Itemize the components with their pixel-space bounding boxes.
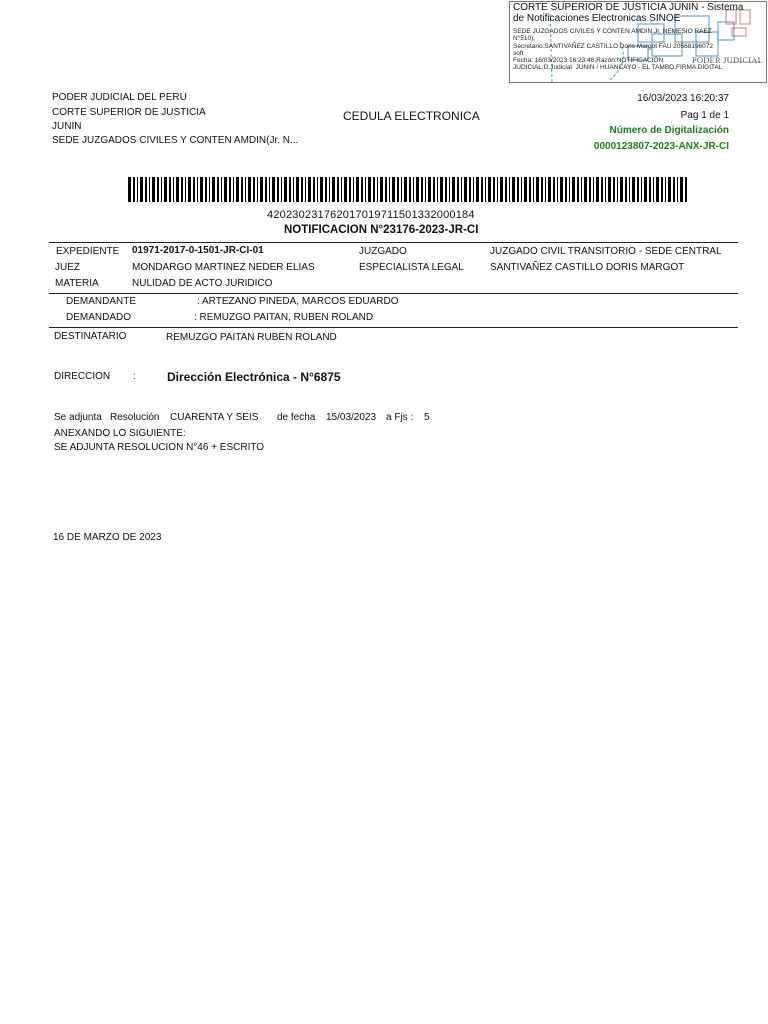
barcode-bar (457, 177, 459, 202)
stamp-logo-text: PODER JUDICIAL (691, 55, 763, 65)
juzgado-label: JUZGADO (359, 246, 407, 257)
barcode-bar (133, 177, 135, 202)
barcode-bar (505, 177, 507, 202)
resolucion-label: Resolución (110, 412, 160, 423)
org-line-3: JUNIN (52, 121, 82, 132)
barcode-bar (245, 177, 246, 202)
barcode-bar (217, 177, 219, 202)
barcode-bar (661, 177, 663, 202)
barcode-bar (257, 177, 258, 202)
barcode-bar (161, 177, 162, 202)
barcode-bar (608, 177, 611, 202)
barcode-bar (305, 177, 306, 202)
digital-signature-stamp (509, 1, 767, 83)
destinatario-value: REMUZGO PAITAN RUBEN ROLAND (166, 332, 337, 343)
barcode-bar (473, 177, 474, 202)
barcode-bar (188, 177, 191, 202)
demandante-value: : ARTEZANO PINEDA, MARCOS EDUARDO (197, 296, 399, 307)
destinatario-label: DESTINATARIO (54, 331, 127, 342)
stamp-detail-1: SEDE JUZGADOS CIVILES Y CONTEN AMDIN,Jr. NEMESIO RAEZ (513, 28, 712, 35)
barcode-bar (296, 177, 299, 202)
stamp-detail-6: JUDICIAL,D.Judicial: JUNIN / HUANCAYO - EL TAMBO,FIRMA DIGITAL (513, 64, 723, 71)
barcode-bar (529, 177, 531, 202)
barcode-bar (341, 177, 342, 202)
barcode-bar (533, 177, 534, 202)
barcode-bar (445, 177, 447, 202)
barcode-bar (593, 177, 594, 202)
barcode-bar (509, 177, 510, 202)
barcode-bar (385, 177, 387, 202)
barcode-bar (260, 177, 263, 202)
barcode-bar (668, 177, 671, 202)
barcode-bar (572, 177, 575, 202)
barcode-bar (641, 177, 642, 202)
barcode-bar (200, 177, 203, 202)
barcode-bar (481, 177, 483, 202)
barcode-bar (368, 177, 371, 202)
materia-value: NULIDAD DE ACTO JURIDICO (132, 278, 273, 289)
org-line-2: CORTE SUPERIOR DE JUSTICIA (52, 107, 206, 118)
se-adjunta-text: Se adjunta (54, 412, 102, 423)
barcode-bar (277, 177, 279, 202)
barcode-number: 420230231762017019711501332000184 (267, 209, 475, 221)
barcode-bar (209, 177, 210, 202)
barcode-bar (421, 177, 423, 202)
barcode-bar (221, 177, 222, 202)
stamp-line-1: CORTE SUPERIOR DE JUSTICIA JUNIN - Sistema (513, 2, 744, 13)
barcode-bar (653, 177, 654, 202)
materia-label: MATERIA (55, 278, 99, 289)
barcode-bar (356, 177, 359, 202)
barcode-bar (548, 177, 551, 202)
divider-top (49, 242, 738, 243)
direccion-value: Dirección Electrónica - N°6875 (167, 370, 341, 384)
expediente-label: EXPEDIENTE (56, 246, 120, 257)
stamp-detail-4: soft (513, 50, 524, 57)
demandado-value: : REMUZGO PAITAN, RUBEN ROLAND (194, 312, 374, 323)
expediente-value: 01971-2017-0-1501-JR-CI-01 (132, 245, 264, 256)
barcode-bar (308, 177, 311, 202)
fjs-value: 5 (424, 412, 430, 423)
barcode-bar (337, 177, 339, 202)
barcode-bar (685, 177, 687, 202)
barcode-bar (169, 177, 171, 202)
barcode-bar (665, 177, 666, 202)
fecha-label: de fecha (277, 412, 316, 423)
barcode-bar (293, 177, 294, 202)
barcode-bar (577, 177, 579, 202)
barcode-bar (437, 177, 438, 202)
stamp-detail-5: Fecha: 16/03/2023 16:23:46,Razón:NOTIFICACIÓN (513, 57, 664, 64)
barcode-bar (377, 177, 378, 202)
barcode-bar (673, 177, 675, 202)
barcode-bar (289, 177, 291, 202)
barcode-bar (584, 177, 587, 202)
barcode-bar (565, 177, 567, 202)
barcode-bar (629, 177, 630, 202)
barcode-bar (401, 177, 402, 202)
stamp-line-2: de Notificaciones Electronicas SINOE (513, 13, 681, 24)
barcode-bar (197, 177, 198, 202)
barcode-bar (137, 177, 138, 202)
barcode-bar (536, 177, 539, 202)
barcode-bar (517, 177, 519, 202)
barcode-bar (193, 177, 195, 202)
barcode-bar (353, 177, 354, 202)
page-indicator: Pag 1 de 1 (680, 110, 729, 121)
stamp-detail-3: Secretario:SANTIVAÑEZ CASTILLO Doris Margot FAU 20568196072 (513, 43, 714, 50)
barcode-bar (596, 177, 599, 202)
barcode-bar (476, 177, 479, 202)
barcode-bar (173, 177, 174, 202)
demandante-label: DEMANDANTE (66, 296, 137, 307)
divider-middle (49, 293, 738, 294)
barcode-bar (229, 177, 231, 202)
barcode-bar (389, 177, 390, 202)
barcode-bar (440, 177, 443, 202)
barcode-bar (524, 177, 527, 202)
barcode-bar (392, 177, 395, 202)
barcode-bar (617, 177, 618, 202)
especialista-value: SANTIVAÑEZ CASTILLO DORIS MARGOT (490, 262, 685, 273)
barcode-bar (269, 177, 270, 202)
barcode-bar (284, 177, 287, 202)
barcode-bar (620, 177, 623, 202)
barcode-bar (149, 177, 150, 202)
barcode-bar (569, 177, 570, 202)
org-line-4: SEDE JUZGADOS CIVILES Y CONTEN AMDIN(Jr. N... (52, 135, 299, 146)
barcode-bar (500, 177, 503, 202)
barcode-bar (416, 177, 419, 202)
fjs-label: a Fjs : (386, 412, 414, 423)
barcode-bar (581, 177, 582, 202)
barcode-bar (428, 177, 431, 202)
demandado-label: DEMANDADO (66, 312, 132, 323)
juez-label: JUEZ (55, 262, 80, 273)
barcode-bar (272, 177, 275, 202)
barcode-bar (461, 177, 462, 202)
barcode-bar (224, 177, 227, 202)
barcode-bar (380, 177, 383, 202)
footer-date: 16 DE MARZO DE 2023 (53, 532, 162, 543)
barcode-bar (404, 177, 407, 202)
barcode-bar (248, 177, 251, 202)
barcode-bar (397, 177, 399, 202)
barcode-bar (485, 177, 486, 202)
barcode-bar (632, 177, 635, 202)
barcode-bar (329, 177, 330, 202)
barcode-bar (656, 177, 659, 202)
barcode-bar (613, 177, 615, 202)
attachment-detail: SE ADJUNTA RESOLUCION N°46 + ESCRITO (54, 442, 265, 453)
barcode-bar (157, 177, 159, 202)
org-line-1: PODER JUDICIAL DEL PERU (52, 92, 187, 103)
barcode-bar (349, 177, 351, 202)
barcode-bar (325, 177, 327, 202)
barcode-bar (409, 177, 411, 202)
barcode-bar (164, 177, 167, 202)
barcode-bar (637, 177, 639, 202)
barcode-bar (469, 177, 471, 202)
barcode-bar (361, 177, 363, 202)
barcode-bar (317, 177, 318, 202)
barcode-bar (313, 177, 315, 202)
barcode-bar (181, 177, 183, 202)
especialista-label: ESPECIALISTA LEGAL (359, 262, 464, 273)
anexando-text: ANEXANDO LO SIGUIENTE: (54, 428, 186, 439)
barcode-bar (128, 177, 131, 202)
barcode-bar (152, 177, 155, 202)
barcode-bar (425, 177, 426, 202)
direccion-label: DIRECCION (54, 371, 111, 382)
barcode-bar (589, 177, 591, 202)
barcode-bar (464, 177, 467, 202)
digitization-number: 0000123807-2023-ANX-JR-CI (593, 141, 729, 152)
barcode-bar (541, 177, 543, 202)
barcode-bar (265, 177, 267, 202)
barcode-bar (413, 177, 414, 202)
barcode-bar (680, 177, 683, 202)
issue-datetime: 16/03/2023 16:20:37 (637, 93, 729, 104)
barcode-bar (344, 177, 347, 202)
barcode-bar (649, 177, 651, 202)
direccion-colon: : (133, 371, 136, 382)
barcode-bar (625, 177, 627, 202)
juez-value: MONDARGO MARTINEZ NEDER ELIAS (132, 262, 315, 273)
barcode-bar (601, 177, 603, 202)
barcode-image (128, 177, 689, 202)
barcode-bar (281, 177, 282, 202)
barcode-bar (236, 177, 239, 202)
barcode-bar (332, 177, 335, 202)
barcode-bar (145, 177, 147, 202)
barcode-bar (365, 177, 366, 202)
barcode-bar (253, 177, 255, 202)
barcode-bar (433, 177, 435, 202)
document-title: CEDULA ELECTRONICA (343, 109, 480, 123)
barcode-bar (185, 177, 186, 202)
juzgado-value: JUZGADO CIVIL TRANSITORIO - SEDE CENTRAL (490, 246, 722, 257)
barcode-bar (553, 177, 555, 202)
barcode-bar (176, 177, 179, 202)
divider-bottom (49, 327, 738, 328)
barcode-bar (493, 177, 495, 202)
barcode-bar (644, 177, 647, 202)
resolucion-value: CUARENTA Y SEIS (170, 412, 259, 423)
barcode-bar (140, 177, 143, 202)
stamp-detail-2: N°510), (513, 35, 536, 42)
barcode-bar (373, 177, 375, 202)
barcode-bar (521, 177, 522, 202)
digitization-label: Número de Digitalización (609, 125, 729, 136)
barcode-bar (212, 177, 215, 202)
barcode-bar (241, 177, 243, 202)
barcode-bar (205, 177, 207, 202)
barcode-bar (449, 177, 450, 202)
barcode-bar (301, 177, 303, 202)
barcode-bar (557, 177, 558, 202)
barcode-bar (488, 177, 491, 202)
barcode-bar (320, 177, 323, 202)
barcode-bar (233, 177, 234, 202)
barcode-bar (545, 177, 546, 202)
barcode-bar (605, 177, 606, 202)
barcode-bar (677, 177, 678, 202)
fecha-value: 15/03/2023 (326, 412, 377, 423)
notification-title: NOTIFICACION N°23176-2023-JR-CI (284, 224, 479, 236)
barcode-bar (497, 177, 498, 202)
barcode-bar (512, 177, 515, 202)
barcode-bar (452, 177, 455, 202)
barcode-bar (560, 177, 563, 202)
